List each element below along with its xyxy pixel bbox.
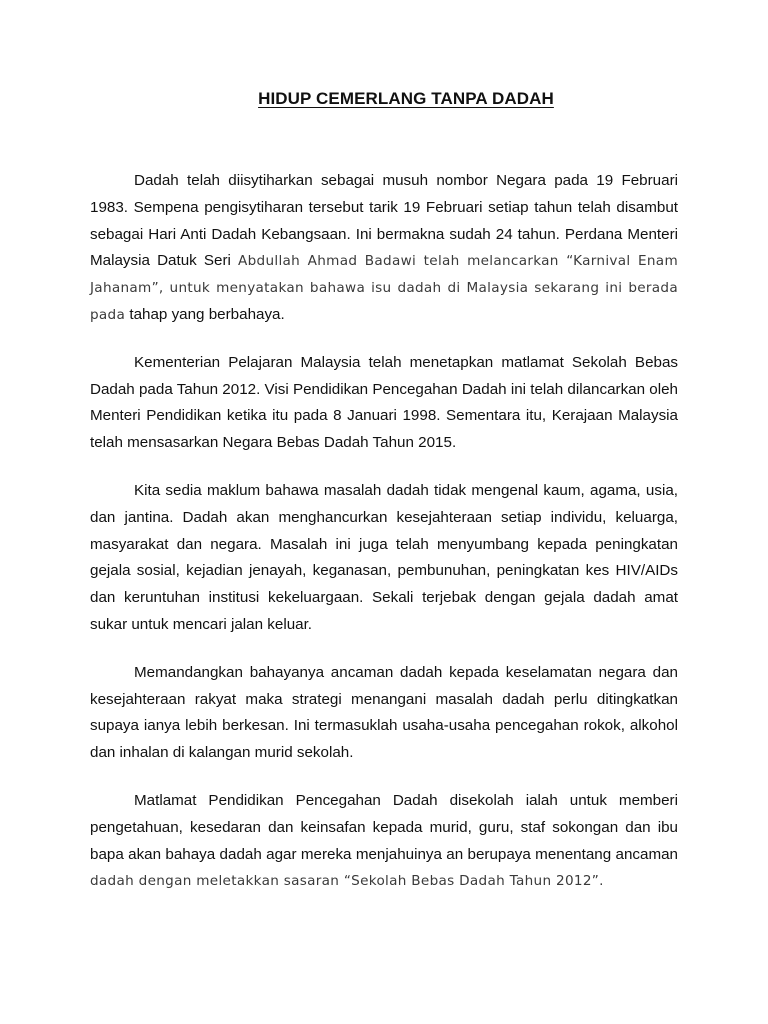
paragraph-2: Kementerian Pelajaran Malaysia telah menetapkan matlamat Sekolah Bebas Dadah pada Tahun 2012. Visi Pendidikan Pencegahan Dadah ini telah dilancarkan oleh Menteri Pendidikan ketika itu pada 8 Januari 1998. Sementara itu, Kerajaan Malaysia telah mensasarkan Negara Bebas Dadah Tahun 2015. xyxy=(90,353,678,452)
paragraph-5-text-b: dadah dengan meletakkan sasaran “Sekolah Bebas Dadah Tahun 2012”. xyxy=(90,873,604,890)
document-body xyxy=(90,168,678,916)
paragraph-3: Kita sedia maklum bahawa masalah dadah tidak mengenal kaum, agama, usia, dan jantina. Dadah akan menghancurkan kesejahteraan setiap individu, keluarga, masyarakat dan negara. Masalah ini juga telah menyumbang kepada peningkatan gejala sosial, kejadian jenayah, keganasan, pembunuhan, peningkatan kes HIV/AIDs dan keruntuhan institusi kekeluargaan. Sekali terjebak dengan gejala dadah amat sukar untuk mencari jalan keluar. xyxy=(90,481,678,633)
paragraph-1-text-b: Abdullah Ahmad Badawi telah melancarkan “Karnival Enam Jahanam”, untuk menyatakan bahawa isu dadah di Malaysia sekarang ini berada pada xyxy=(90,253,678,323)
paragraph-1-text-a: Dadah telah diisytiharkan sebagai musuh nombor Negara pada 19 Februari 1983. Sempena pengisytiharan tersebut tarik 19 Februari setiap tahun telah disambut sebagai Hari Anti Dadah Kebangsaan. Ini bermakna sudah 24 tahun. Perdana Menteri Malaysia Datuk Seri xyxy=(90,172,678,270)
document-title: HIDUP CEMERLANG TANPA DADAH xyxy=(258,89,554,108)
paragraph-1-text-c: tahap yang berbahaya. xyxy=(125,305,285,323)
paragraph-5 xyxy=(90,788,678,895)
paragraph-5-text-a: Matlamat Pendidikan Pencegahan Dadah disekolah ialah untuk memberi pengetahuan, kesedaran dan keinsafan kepada murid, guru, staf sokongan dan ibu bapa akan bahaya dadah agar mereka menjahuinya an berupaya menentang ancaman xyxy=(90,791,678,863)
paragraph-1 xyxy=(90,168,678,329)
paragraph-4: Memandangkan bahayanya ancaman dadah kepada keselamatan negara dan kesejahteraan rakyat maka strategi menangani masalah dadah perlu ditingkatkan supaya ianya lebih berkesan. Ini termasuklah usaha-usaha pencegahan rokok, alkohol dan inhalan di kalangan murid sekolah. xyxy=(90,663,678,762)
